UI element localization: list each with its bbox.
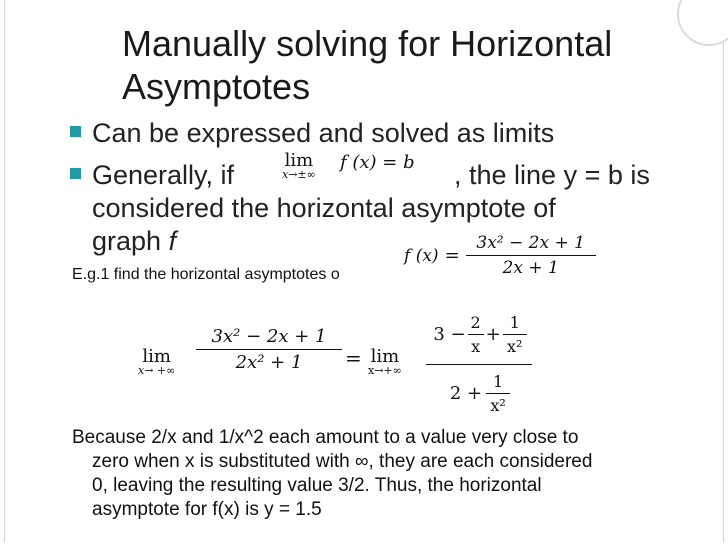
compound-fraction: 3 − $\frac{2}{x}$ + $\frac{1}{\text{x²}}$ 2 + $\frac{1}{\text{x²}}$ — [424, 306, 536, 419]
explanation-paragraph — [72, 426, 712, 522]
example-formula — [404, 233, 596, 278]
bullet-2-prefix: Generally, if — [92, 160, 235, 190]
title-line-2: Asymptotes — [122, 66, 311, 107]
limit-formula-expr: f (x) = b — [340, 152, 415, 173]
example-f: f (x) — [404, 245, 439, 266]
limit-formula-top — [282, 150, 316, 181]
para-line-2: zero when x is substituted with ∞, they are each considered — [92, 451, 593, 472]
example-fraction: $\frac{\text{3x² − 2x + 1}}{2x + 1}$ — [466, 233, 596, 278]
corner-decoration — [677, 0, 728, 46]
lim-subscript: x→±∞ — [282, 168, 316, 181]
para-line-4: asymptote for f(x) is y = 1.5 — [92, 499, 322, 520]
bullet-dot-icon — [70, 168, 81, 179]
big-fraction-1: $\frac{\text{3x² − 2x + 1}}{\text{2x² + 1}}$ — [196, 326, 342, 373]
para-line-1: Because 2/x and 1/x^2 each amount to a value very close to — [72, 427, 579, 448]
bullet-2-cont1: considered the horizontal asymptote of — [92, 193, 556, 223]
lim-label: lim — [284, 150, 314, 171]
example-eq: = — [444, 245, 460, 266]
bullet-2-suffix: , the line y = b is — [454, 160, 650, 190]
slide-title — [122, 22, 612, 108]
big-eq: = — [345, 346, 362, 370]
title-line-1: Manually solving for Horizontal — [122, 23, 613, 64]
bullet-2-cont2: graph f — [92, 226, 177, 256]
big-lim-1: lim x→ +∞ — [138, 346, 176, 377]
bullet-1-text: Can be expressed and solved as limits — [92, 118, 555, 148]
italic-f: f — [168, 226, 177, 256]
bullet-dot-icon — [70, 126, 81, 137]
example-label: E.g.1 find the horizontal asymptotes o — [72, 266, 340, 283]
para-line-3: 0, leaving the resulting value 3/2. Thus, the horizontal — [92, 475, 542, 496]
big-lim-2: lim x→+∞ — [368, 346, 402, 377]
